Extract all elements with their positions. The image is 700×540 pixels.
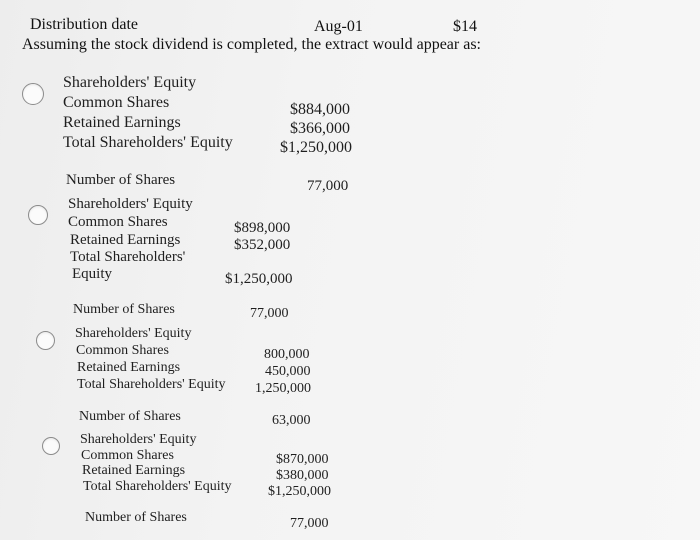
- option-4-total-value: $1,250,000: [268, 484, 331, 499]
- radio-button-option-2[interactable]: [28, 205, 48, 225]
- distribution-amount: $14: [453, 18, 477, 35]
- option-3-total-label: Total Shareholders' Equity: [77, 377, 226, 392]
- option-3-retained-value: 450,000: [265, 364, 311, 379]
- option-1-retained-value: $366,000: [290, 120, 350, 137]
- option-3-common-value: 800,000: [264, 347, 310, 362]
- option-2-common-label: Common Shares: [68, 214, 168, 230]
- option-1-heading: Shareholders' Equity: [63, 74, 197, 91]
- option-2-retained-label: Retained Earnings: [70, 232, 181, 248]
- option-1-shares-value: 77,000: [307, 178, 349, 194]
- option-1-common-value: $884,000: [290, 101, 350, 118]
- radio-button-option-3[interactable]: [36, 331, 55, 350]
- option-4-retained-value: $380,000: [276, 468, 329, 483]
- option-1-common-label: Common Shares: [63, 94, 170, 111]
- option-3-retained-label: Retained Earnings: [77, 360, 181, 375]
- option-2-shares-label: Number of Shares: [73, 302, 175, 317]
- option-4-retained-label: Retained Earnings: [82, 463, 186, 478]
- option-2-retained-value: $352,000: [234, 237, 291, 253]
- option-2-heading: Shareholders' Equity: [68, 196, 193, 212]
- option-1-shares-label: Number of Shares: [66, 172, 176, 188]
- option-2-common-value: $898,000: [234, 220, 291, 236]
- option-4-heading: Shareholders' Equity: [80, 432, 197, 447]
- option-3-shares-label: Number of Shares: [79, 409, 181, 424]
- option-3-common-label: Common Shares: [76, 343, 169, 358]
- distribution-date-label: Distribution date: [30, 16, 138, 33]
- distribution-date-value: Aug-01: [314, 18, 363, 35]
- option-4-common-label: Common Shares: [81, 448, 174, 463]
- radio-button-option-4[interactable]: [42, 437, 60, 455]
- radio-button-option-1[interactable]: [22, 83, 44, 105]
- option-3-heading: Shareholders' Equity: [75, 326, 192, 341]
- option-2-total-value: $1,250,000: [225, 271, 293, 287]
- option-1-total-value: $1,250,000: [280, 139, 352, 156]
- option-2-total-label-line2: Equity: [72, 266, 112, 282]
- option-2-shares-value: 77,000: [250, 306, 289, 321]
- option-1-retained-label: Retained Earnings: [63, 114, 181, 131]
- option-4-shares-value: 77,000: [290, 516, 329, 531]
- option-1-total-label: Total Shareholders' Equity: [63, 134, 233, 151]
- question-text: Assuming the stock dividend is completed, the extract would appear as:: [22, 36, 481, 53]
- option-4-shares-label: Number of Shares: [85, 510, 187, 525]
- option-4-total-label: Total Shareholders' Equity: [83, 479, 232, 494]
- option-3-total-value: 1,250,000: [255, 381, 311, 396]
- option-2-total-label-line1: Total Shareholders': [70, 249, 186, 265]
- option-4-common-value: $870,000: [276, 452, 329, 467]
- option-3-shares-value: 63,000: [272, 413, 311, 428]
